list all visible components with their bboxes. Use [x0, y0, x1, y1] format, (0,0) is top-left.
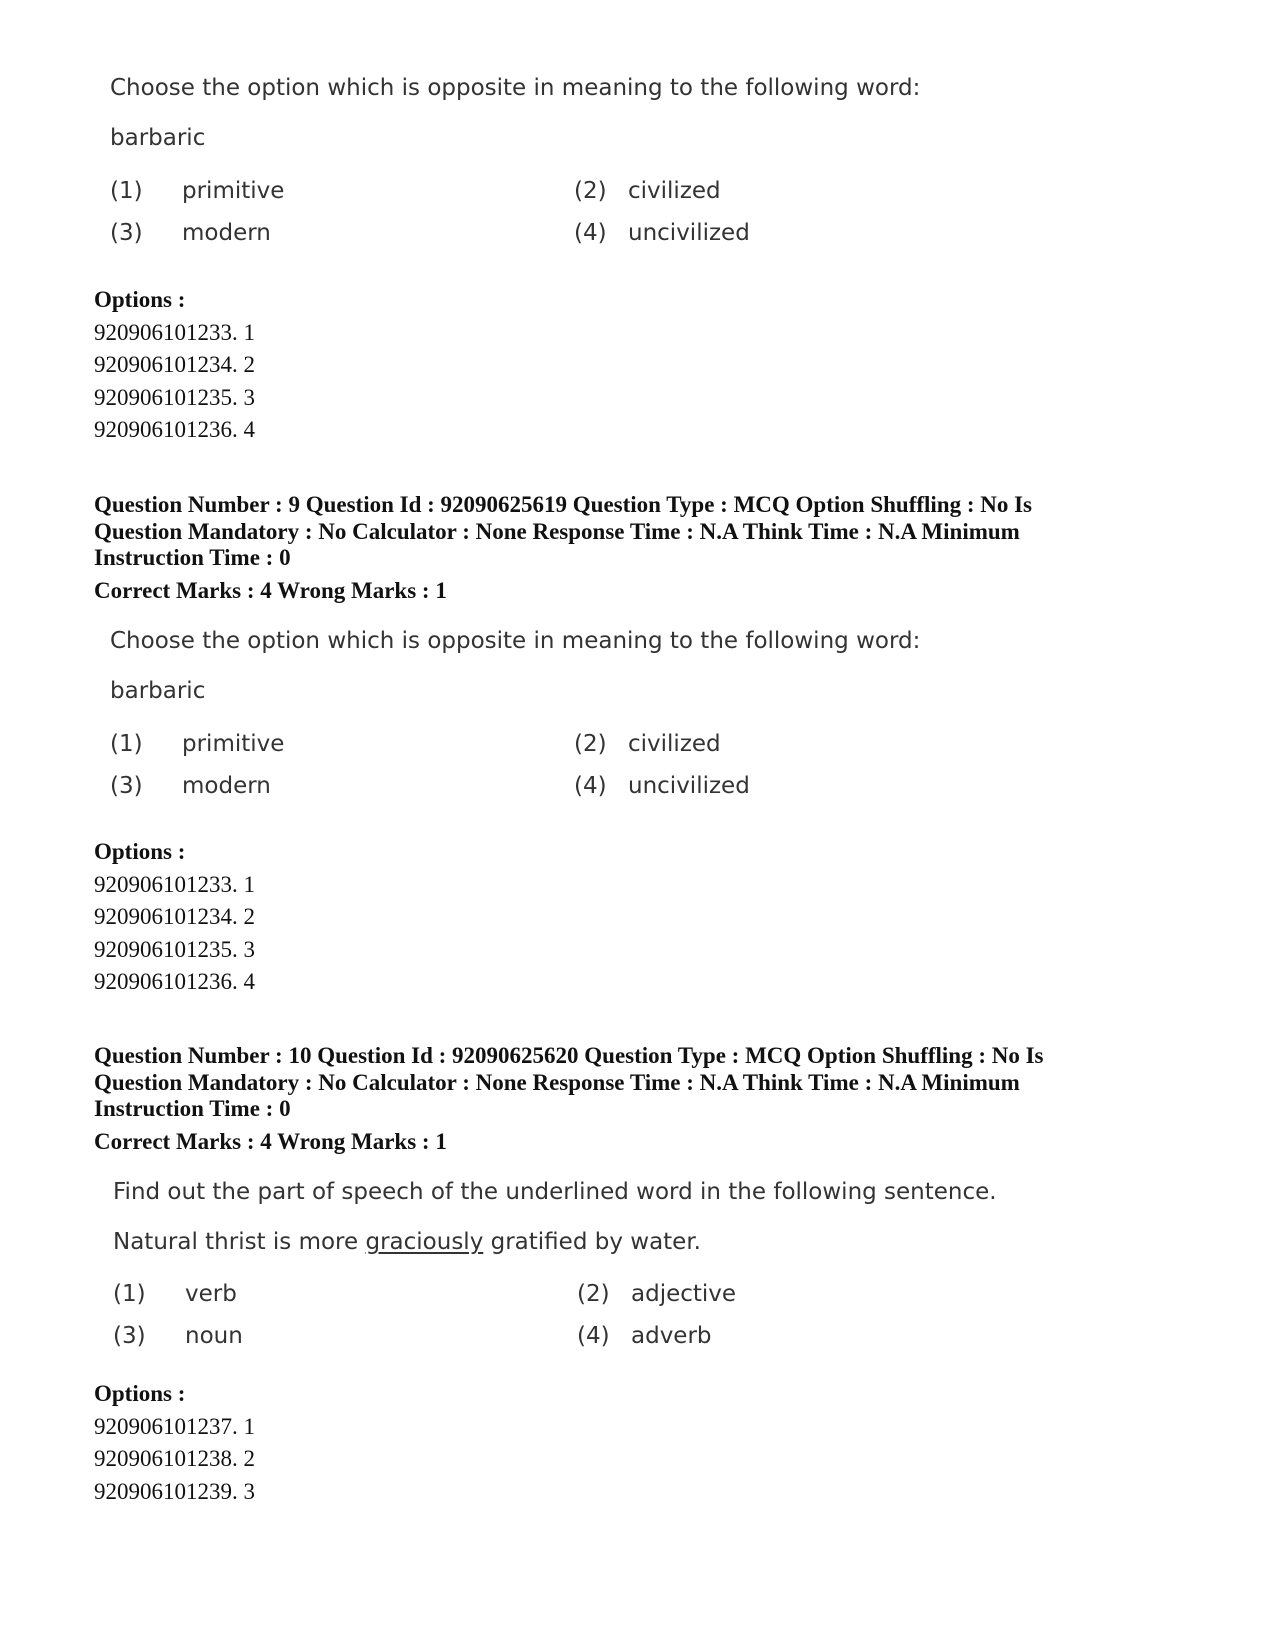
question-meta [94, 492, 1194, 572]
choice-1 [113, 1279, 237, 1309]
choice-4 [574, 771, 750, 801]
choice-number: (1) [110, 178, 143, 204]
option-item: 920906101235. 3 [94, 384, 255, 410]
choice-4 [574, 218, 750, 248]
choice-number: (4) [574, 773, 607, 799]
choice-number: (3) [113, 1323, 146, 1349]
question-stem: Choose the option which is opposite in meaning to the following word: [110, 75, 921, 101]
sentence-text: Natural thrist is more [113, 1229, 366, 1255]
choice-number: (2) [577, 1281, 610, 1307]
option-item: 920906101237. 1 [94, 1413, 255, 1439]
question-image-block [110, 626, 1010, 816]
choice-2 [574, 176, 721, 206]
choice-3 [110, 218, 271, 248]
question-word: barbaric [110, 125, 206, 151]
marks-line: Correct Marks : 4 Wrong Marks : 1 [94, 578, 447, 603]
options-list [94, 284, 255, 447]
question-meta-line: Question Mandatory : No Calculator : None Response Time : N.A Think Time : N.A Minimum [94, 1069, 1020, 1095]
option-item: 920906101235. 3 [94, 936, 255, 962]
question-word: barbaric [110, 678, 206, 704]
option-item: 920906101238. 2 [94, 1446, 255, 1471]
choice-number: (1) [110, 731, 143, 757]
choice-number: (1) [113, 1281, 146, 1307]
question-meta-line: Instruction Time : 0 [94, 1096, 291, 1121]
option-item: 920906101236. 4 [94, 417, 255, 442]
choice-text: civilized [628, 178, 721, 204]
choice-text: adjective [631, 1281, 737, 1307]
choice-text: uncivilized [628, 773, 750, 799]
underlined-word: graciously [365, 1229, 484, 1255]
marks-line: Correct Marks : 4 Wrong Marks : 1 [94, 1129, 447, 1154]
question-meta-line: Question Mandatory : No Calculator : None Response Time : N.A Think Time : N.A Minimum [94, 518, 1020, 544]
question-meta-line: Instruction Time : 0 [94, 545, 291, 570]
choice-text: adverb [631, 1323, 712, 1349]
choice-2 [577, 1279, 736, 1309]
question-sentence [113, 1227, 701, 1257]
choice-number: (2) [574, 178, 607, 204]
choice-text: modern [182, 220, 271, 246]
choice-number: (4) [577, 1323, 610, 1349]
choice-number: (3) [110, 220, 143, 246]
question-meta-line: Question Number : 9 Question Id : 92090625619 Question Type : MCQ Option Shuffling : No Is [94, 492, 1033, 517]
options-heading: Options : [94, 287, 186, 312]
choice-text: verb [185, 1281, 237, 1307]
choice-4 [577, 1321, 712, 1351]
choice-2 [574, 729, 721, 759]
options-heading: Options : [94, 839, 186, 864]
question-stem: Find out the part of speech of the underlined word in the following sentence. [113, 1179, 997, 1205]
option-item: 920906101233. 1 [94, 319, 255, 345]
question-image-block [113, 1177, 1013, 1367]
choice-number: (2) [574, 731, 607, 757]
choice-3 [110, 771, 271, 801]
option-item: 920906101236. 4 [94, 969, 255, 994]
options-heading: Options : [94, 1381, 186, 1406]
choice-1 [110, 176, 284, 206]
option-item: 920906101234. 2 [94, 904, 255, 929]
choice-number: (3) [110, 773, 143, 799]
choice-text: modern [182, 773, 271, 799]
question-meta-line: Question Number : 10 Question Id : 92090625620 Question Type : MCQ Option Shuffling : No Is [94, 1043, 1044, 1068]
question-image-block [110, 73, 1010, 263]
choice-text: uncivilized [628, 220, 750, 246]
question-stem: Choose the option which is opposite in meaning to the following word: [110, 628, 921, 654]
choice-1 [110, 729, 284, 759]
choice-3 [113, 1321, 243, 1351]
options-list [94, 836, 255, 999]
question-meta [94, 1043, 1194, 1123]
choice-number: (4) [574, 220, 607, 246]
choice-text: noun [185, 1323, 243, 1349]
options-list [94, 1378, 255, 1508]
option-item: 920906101233. 1 [94, 871, 255, 897]
sentence-text: gratified by water. [483, 1229, 701, 1255]
choice-text: primitive [182, 178, 285, 204]
option-item: 920906101239. 3 [94, 1478, 255, 1504]
option-item: 920906101234. 2 [94, 352, 255, 377]
choice-text: civilized [628, 731, 721, 757]
choice-text: primitive [182, 731, 285, 757]
